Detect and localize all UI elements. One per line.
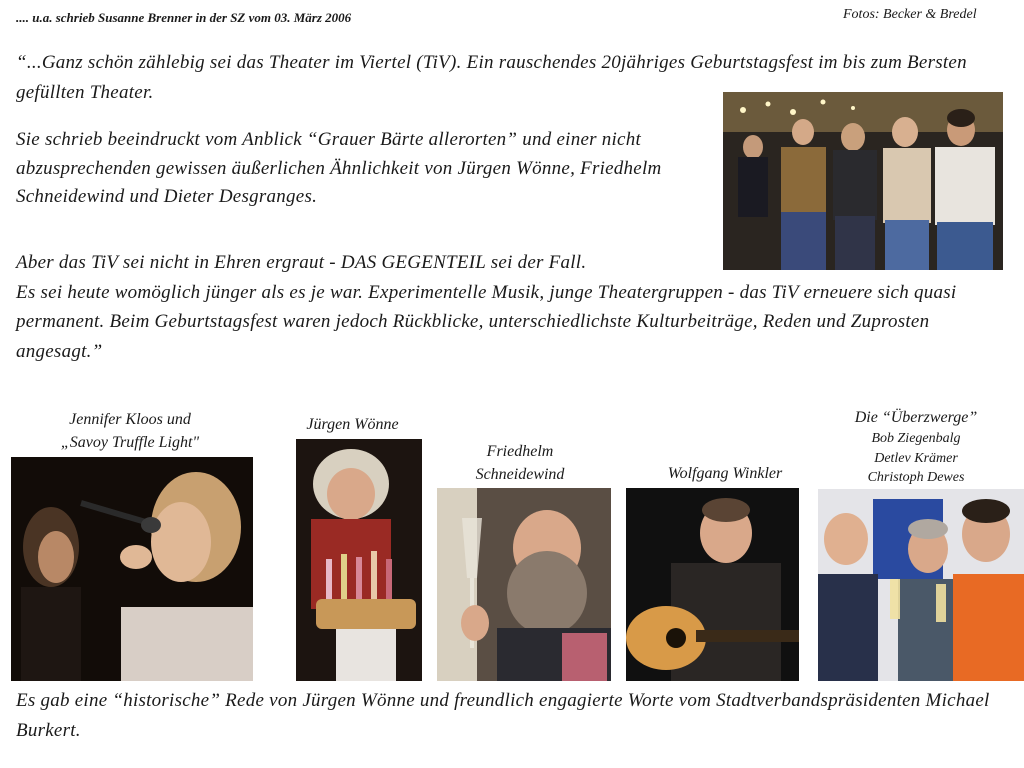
winkler-photo <box>626 488 799 681</box>
photo-credits: Fotos: Becker & Bredel <box>843 7 977 22</box>
article-paragraph-3-line1: Aber das TiV sei nicht in Ehren ergraut - DAS GEGENTEIL sei der Fall. <box>16 252 587 273</box>
article-paragraph-2: Sie schrieb beeindruckt vom Anblick “Grauer Bärte allerorten” und einer nicht abzusprechenden gewissen äußerlichen Ähnlichkeit von Jürgen Wönne, Friedhelm Schneidewind und Dieter Desgranges. <box>16 129 662 207</box>
singer-photo <box>11 457 253 681</box>
caption-schneidewind-line1: Friedhelm <box>486 443 554 460</box>
article-source-line: .... u.a. schrieb Susanne Brenner in der SZ vom 03. März 2006 <box>16 10 352 25</box>
article-paragraph-1: “...Ganz schön zählebig sei das Theater im Viertel (TiV). Ein rauschendes 20jähriges Geburtstagsfest im bis zum Bersten gefüllten Theater. <box>16 52 967 103</box>
article-paragraph-4: Es gab eine “historische” Rede von Jürgen Wönne und freundlich engagierte Worte vom Stadtverbandspräsidenten Michael Burkert. <box>16 690 990 741</box>
ueberzwerge-photo <box>818 489 1024 681</box>
woenne-photo <box>296 439 422 681</box>
caption-schneidewind-line2: Schneidewind <box>475 466 565 483</box>
caption-ueberzwerge-name: Christoph Dewes <box>867 470 965 485</box>
audience-photo <box>723 92 1003 270</box>
caption-ueberzwerge <box>826 406 1006 488</box>
caption-ueberzwerge-name: Detlev Krämer <box>874 450 958 466</box>
caption-winkler: Wolfgang Winkler <box>667 465 783 482</box>
article-paragraph-3-rest: Es sei heute womöglich jünger als es je war. Experimentelle Musik, junge Theatergruppen - das TiV erneuere sich quasi permanent. Beim Geburtstagsfest waren jedoch Rückblicke, unterschiedlichste Kulturbeiträge, Reden und Zuprosten angesagt.” <box>16 281 957 362</box>
caption-kloos-line1: Jennifer Kloos und <box>69 411 191 428</box>
caption-ueberzwerge-title: Die “Überzwerge” <box>854 409 978 426</box>
caption-kloos <box>20 408 240 454</box>
caption-kloos-line2: „Savoy Truffle Light" <box>60 434 200 451</box>
caption-ueberzwerge-name: Bob Ziegenbalg <box>871 431 961 446</box>
schneidewind-photo <box>437 488 611 681</box>
caption-schneidewind <box>440 440 600 486</box>
caption-woenne: Jürgen Wönne <box>306 416 399 433</box>
